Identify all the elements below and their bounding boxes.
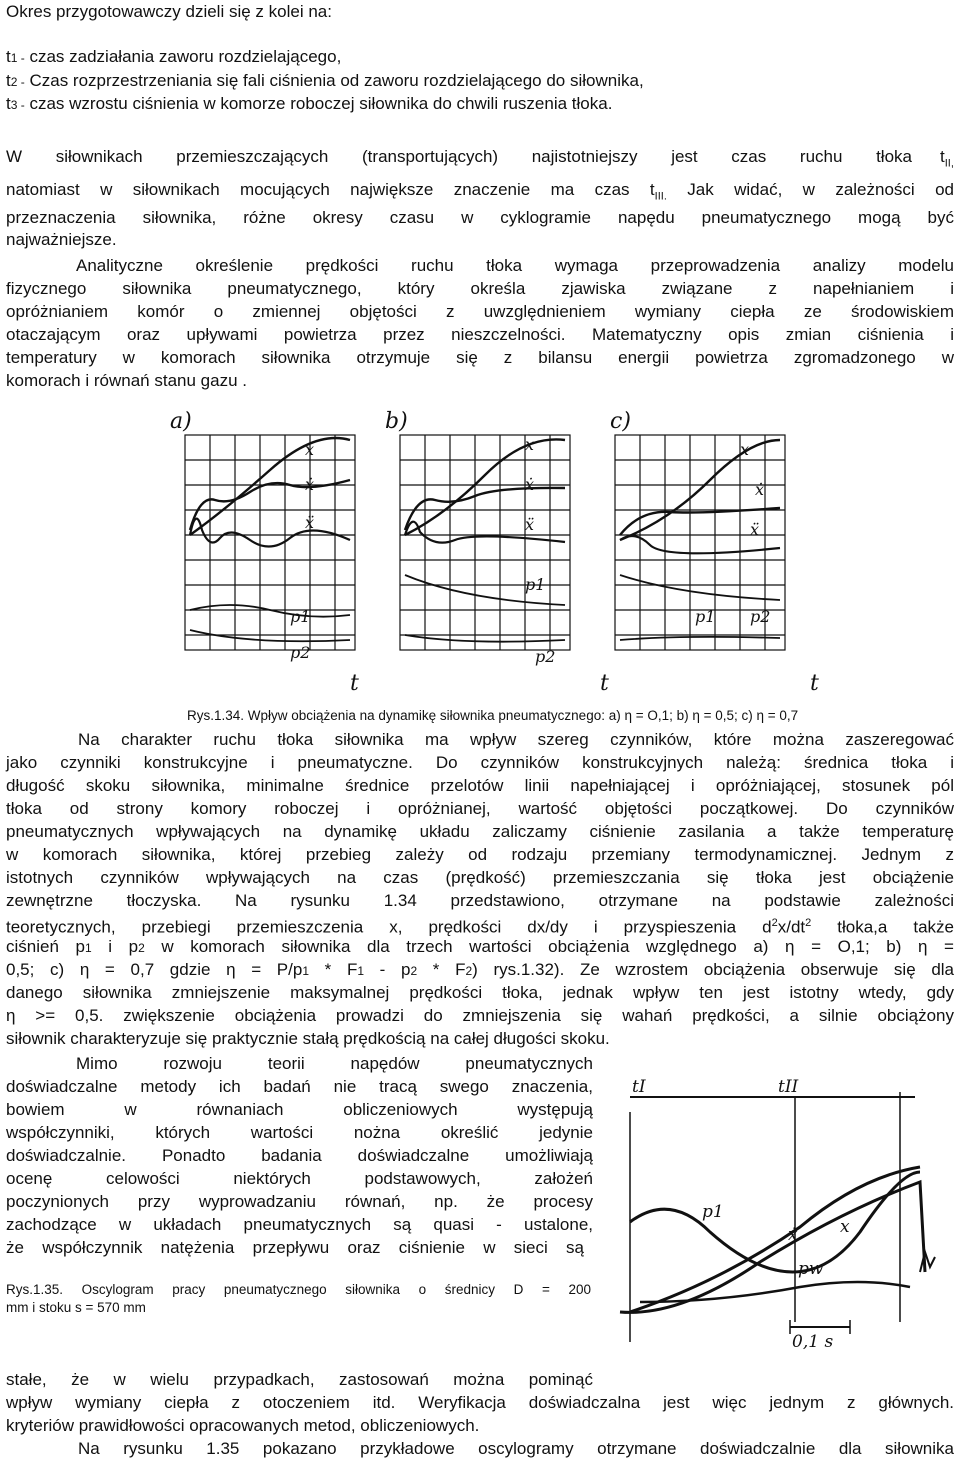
para5-line1: stałe, że w wielu przypadkach, zastosowań można pominąć [6,1370,593,1389]
para2-line4: otaczającym oraz upływami powietrza przez nieszczelności. Matematyczny opis zmian ciśnienia i [6,325,954,344]
label-xdot-b: ẋ [525,475,535,494]
label-t-a: t [350,671,359,696]
eq11-s4: 2 [465,964,473,978]
label-0-1s: 0,1 s [792,1332,834,1352]
para4-line6: ocenę celowości niektórych podstawowych, założeń [6,1169,593,1188]
para3-line7: istotnych czynników wpływających na czas (prędkość) przemieszczania się tłoka jest obciążenie [6,868,954,887]
t1-text: czas zadziałania zaworu rozdzielającego, [24,47,342,66]
label-c: c) [610,409,631,434]
eq11-s1: 1 [302,964,310,978]
para1-t-II [940,145,954,175]
label-p1-a: p1 [290,607,311,626]
label-pw: pw [798,1259,824,1279]
para4-line1: Mimo rozwoju teorii napędów pneumatycznych [76,1054,593,1073]
t2-item: t2 - Czas rozprzestrzeniania się fali ciśnienia od zaworu rozdzielającego do siłownika, [6,71,644,90]
para5-line3: kryteriów prawidłowości opracowanych metod, obliczeniowych. [6,1416,480,1435]
para3-line3: długość skoku siłownika, minimalne średnice przelotów linii napełniającej i opróżniającej, stosunek pól [6,776,954,795]
t3-item: t3 - czas wzrostu ciśnienia w komorze roboczej siłownika do chwili ruszenia tłoka. [6,94,613,113]
label-x-c: x [740,440,750,459]
label-p2-c: p2 [750,607,771,626]
para4-line9: że współczynnik natężenia przepływu oraz ciśnienie w sieci są [6,1238,584,1257]
para3-line5: pneumatycznych wpływających na dynamikę układu zaliczamy ciśnienie zasilania a także temperaturę [6,822,954,841]
label-b: b) [385,409,408,434]
label-p1-c: p1 [695,607,716,626]
label-xdot: ẋ [788,1225,798,1245]
eq10-c: w komorach siłownika dla trzech wartości obciążenia względnego a) η = O,1; b) η = [144,937,954,956]
para1-line3: przeznaczenia siłownika, różne okresy czasu w cyklogramie napędu pneumatycznego mogą być [6,208,954,227]
intro-line: Okres przygotowawczy dzieli się z kolei na: [6,2,332,21]
para3-line12: danego siłownika zmniejszenie maksymalnej prędkości tłoka, jednak wpływ ten jest istotny wtedy, gdy [6,983,954,1002]
eq10-s2: 2 [138,941,145,955]
label-p2-b: p2 [535,647,556,666]
eq11-b: * F [309,960,358,979]
eq11-c: - p [364,960,411,979]
t-III-sub: III. [654,190,667,203]
caption-1-35-line1: Rys.1.35. Oscylogram pracy pneumatycznego siłownika o średnicy D = 200 [6,1282,591,1297]
caption-1-34: Rys.1.34. Wpływ obciążenia na dynamikę siłownika pneumatycznego: a) η = O,1; b) η = 0,5; c) η = 0,7 [187,708,799,723]
caption-1-35-line2: mm i stoku s = 570 mm [6,1300,146,1315]
para5-line4: Na rysunku 1.35 pokazano przykładowe oscylogramy otrzymane doświadczalnie dla siłownika [78,1439,954,1458]
para4-line4: współczynniki, których wartości nożna określić jedynie [6,1123,593,1142]
eq11-d: * F [417,960,466,979]
eq9-c: tłoka,a także [811,917,954,937]
label-xddot-b: ẍ [525,515,535,534]
eq9-b: x/dt [777,917,806,937]
line2-text-a: natomiast w siłownikach mocujących największe znaczenie ma czas t [6,180,655,199]
para3-line10 [6,935,954,960]
para4-line3: bowiem w równaniach obliczeniowych występują [6,1100,593,1119]
para5-line2: wpływ wymiany ciepła z otoczeniem itd. Weryfikacja doświadczalna jest więc jednym z głównych. [6,1393,954,1412]
label-p2-a: p2 [290,643,311,662]
para3-line13: η >= 0,5. zwiększenie obciążenia prowadzi do zmniejszenia się wahań prędkości, a silnie obciążony [6,1006,954,1025]
eq9-sup1: 2 [771,917,778,929]
label-xddot-a: ẍ [305,513,315,532]
t3-sub: 3 - [10,98,25,112]
eq9-a: teoretycznych, przebiegi przemieszczenia x, prędkości dx/dy i przyspieszenia d [6,917,772,937]
para1-line1: W siłownikach przemieszczających (transportujących) najistotniejszy jest czas ruchu tłoka [6,147,912,166]
eq11-a: 0,5; c) η = 0,7 gdzie η = P/p [6,960,303,979]
para3-line8: zewnętrzne tłoczyska. Na rysunku 1.34 przedstawiono, otrzymane na podstawie zależności [6,891,954,910]
label-xddot-c: ẍ [750,520,760,539]
para4-line2: doświadczalne metody ich badań nie tracą swego znaczenia, [6,1077,593,1096]
line2-text-b: Jak widać, w zależności od [666,180,954,199]
para1-line4: najważniejsze. [6,230,117,249]
label-tI: tI [632,1077,646,1097]
para3-line6: w komorach siłownika, której przebieg zależy od rodzaju przemiany termodynamicznej. Jednym z [6,845,954,864]
para3-line2: jako czynniki konstrukcyjne i pneumatyczne. Do czynników konstrukcyjnych należą: średnica tłoka i [6,753,954,772]
para4-line8: zachodzące w układach pneumatycznych są quasi - ustalone, [6,1215,593,1234]
t-letter: t [940,147,945,166]
eq9-sup2: 2 [805,917,812,929]
para3-line4: tłoka od strony komory roboczej i opróżnianej, wartość objętości początkowej. Do czynników [6,799,954,818]
label-a: a) [170,409,192,434]
label-xdot-a: ẋ [305,475,315,494]
eq10-s1: 1 [84,941,92,955]
label-t-c: t [810,671,819,696]
figure-1-34 [150,400,850,700]
para2-line5: temperatury w komorach siłownika otrzymuje się z bilansu energii powietrza zgromadzonego w [6,348,954,367]
para3-line11 [6,958,954,983]
para2-line2: fizycznego siłownika pneumatycznego, który określa zjawiska związane z napełnianiem i [6,279,954,298]
label-x-a: x [305,440,315,459]
para3-line1: Na charakter ruchu tłoka siłownika ma wpływ szereg czynników, które można zaszeregować [78,730,954,749]
figure-1-35 [600,1062,955,1362]
para4-line5: doświadczalnie. Ponadto badania doświadczalne umożliwiają [6,1146,593,1165]
label-x-b: x [525,435,535,454]
t2-text: Czas rozprzestrzeniania się fali ciśnienia od zaworu rozdzielającego do siłownika, [24,71,644,90]
label-x: x [840,1217,850,1237]
para2-line6: komorach i równań stanu gazu . [6,371,247,390]
para1-line2 [6,178,954,209]
para4-line7: poczynionych przy wyprowadzaniu równań, np. że procesy [6,1192,593,1211]
label-p1-b: p1 [525,575,546,594]
t2-sub: 2 - [10,75,25,89]
eq11-s2: 1 [357,964,365,978]
para2-line3: opróżnianiem komór o zmiennej objętości z uwzględnieniem wymiany ciepła ze środowiskiem [6,302,954,321]
eq11-e: ) rys.1.32). Ze wzrostem obciążenia obserwuje się dla [472,960,955,979]
para2-line1: Analityczne określenie prędkości ruchu tłoka wymaga przeprowadzenia analizy modelu [76,256,954,275]
label-p1: p1 [702,1202,724,1222]
label-t-b: t [600,671,609,696]
eq11-s3: 2 [410,964,418,978]
eq10-a: ciśnień p [6,937,85,956]
t1-sub: 1 - [10,51,25,65]
t-II-sub: II, [944,157,954,170]
t1-item: t1 - czas zadziałania zaworu rozdzielającego, [6,47,342,66]
eq10-b: i p [91,937,139,956]
para3-line14: siłownik charakteryzuje się praktycznie stałą prędkością na całej długości skoku. [6,1029,610,1048]
t3-text: czas wzrostu ciśnienia w komorze roboczej siłownika do chwili ruszenia tłoka. [24,94,613,113]
label-xdot-c: ẋ [755,480,765,499]
label-tII: tII [778,1077,799,1097]
